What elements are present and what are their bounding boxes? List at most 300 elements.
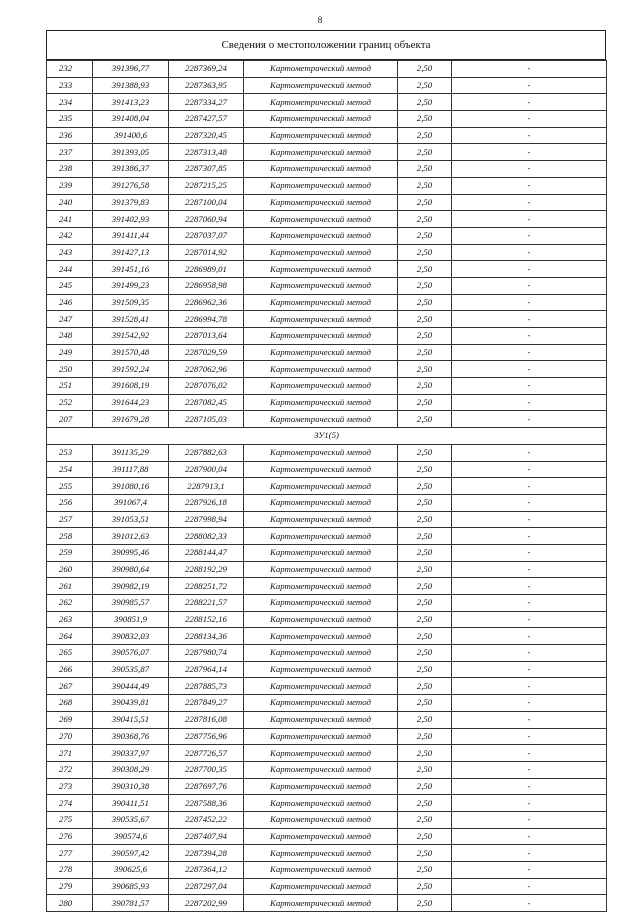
point-number-cell: 246 xyxy=(47,294,93,311)
accuracy-cell: 2,50 xyxy=(398,544,452,561)
point-number-cell: 270 xyxy=(47,728,93,745)
point-number-cell: 207 xyxy=(47,411,93,428)
point-number-cell: 252 xyxy=(47,394,93,411)
y-coordinate-cell: 2286958,98 xyxy=(169,277,244,294)
table-row xyxy=(47,511,607,528)
table-row xyxy=(47,895,607,912)
accuracy-cell: 2,50 xyxy=(398,94,452,111)
x-coordinate-cell: 391427,13 xyxy=(93,244,169,261)
y-coordinate-cell: 2287700,35 xyxy=(169,761,244,778)
table-row xyxy=(47,745,607,762)
description-cell: - xyxy=(452,795,607,812)
table-row xyxy=(47,361,607,378)
method-cell: Картометрический метод xyxy=(244,227,398,244)
point-number-cell: 262 xyxy=(47,595,93,612)
method-cell: Картометрический метод xyxy=(244,561,398,578)
description-cell: - xyxy=(452,94,607,111)
y-coordinate-cell: 2288152,16 xyxy=(169,611,244,628)
accuracy-cell: 2,50 xyxy=(398,728,452,745)
method-cell: Картометрический метод xyxy=(244,645,398,662)
page-number: 8 xyxy=(317,15,323,25)
description-cell: - xyxy=(452,328,607,345)
accuracy-cell: 2,50 xyxy=(398,394,452,411)
accuracy-cell: 2,50 xyxy=(398,361,452,378)
table-row xyxy=(47,344,607,361)
accuracy-cell: 2,50 xyxy=(398,745,452,762)
point-number-cell: 266 xyxy=(47,661,93,678)
x-coordinate-cell: 390832,03 xyxy=(93,628,169,645)
accuracy-cell: 2,50 xyxy=(398,845,452,862)
boundary-coordinates-table xyxy=(46,60,607,912)
method-cell: Картометрический метод xyxy=(244,745,398,762)
y-coordinate-cell: 2287029,59 xyxy=(169,344,244,361)
method-cell: Картометрический метод xyxy=(244,578,398,595)
x-coordinate-cell: 390308,29 xyxy=(93,761,169,778)
x-coordinate-cell: 390980,64 xyxy=(93,561,169,578)
x-coordinate-cell: 390597,42 xyxy=(93,845,169,862)
table-row xyxy=(47,878,607,895)
point-number-cell: 245 xyxy=(47,277,93,294)
table-row xyxy=(47,578,607,595)
point-number-cell: 237 xyxy=(47,144,93,161)
method-cell: Картометрический метод xyxy=(244,161,398,178)
accuracy-cell: 2,50 xyxy=(398,561,452,578)
method-cell: Картометрический метод xyxy=(244,528,398,545)
method-cell: Картометрический метод xyxy=(244,711,398,728)
point-number-cell: 253 xyxy=(47,444,93,461)
x-coordinate-cell: 391400,6 xyxy=(93,127,169,144)
table-row xyxy=(47,461,607,478)
point-number-cell: 279 xyxy=(47,878,93,895)
description-cell: - xyxy=(452,277,607,294)
y-coordinate-cell: 2288144,47 xyxy=(169,544,244,561)
accuracy-cell: 2,50 xyxy=(398,595,452,612)
description-cell: - xyxy=(452,511,607,528)
table-row xyxy=(47,378,607,395)
x-coordinate-cell: 390781,57 xyxy=(93,895,169,912)
table-row xyxy=(47,77,607,94)
x-coordinate-cell: 391679,28 xyxy=(93,411,169,428)
method-cell: Картометрический метод xyxy=(244,511,398,528)
method-cell: Картометрический метод xyxy=(244,94,398,111)
method-cell: Картометрический метод xyxy=(244,811,398,828)
y-coordinate-cell: 2288221,57 xyxy=(169,595,244,612)
point-number-cell: 277 xyxy=(47,845,93,862)
table-row xyxy=(47,862,607,879)
section-label: ЗУ1(5) xyxy=(47,428,607,445)
x-coordinate-cell: 391388,93 xyxy=(93,77,169,94)
y-coordinate-cell: 2287320,45 xyxy=(169,127,244,144)
point-number-cell: 236 xyxy=(47,127,93,144)
description-cell: - xyxy=(452,678,607,695)
table-row xyxy=(47,227,607,244)
method-cell: Картометрический метод xyxy=(244,544,398,561)
x-coordinate-cell: 390310,38 xyxy=(93,778,169,795)
method-cell: Картометрический метод xyxy=(244,728,398,745)
method-cell: Картометрический метод xyxy=(244,194,398,211)
x-coordinate-cell: 391451,16 xyxy=(93,261,169,278)
point-number-cell: 249 xyxy=(47,344,93,361)
point-number-cell: 269 xyxy=(47,711,93,728)
y-coordinate-cell: 2287060,94 xyxy=(169,211,244,228)
table-row xyxy=(47,645,607,662)
description-cell: - xyxy=(452,711,607,728)
table-row xyxy=(47,261,607,278)
method-cell: Картометрический метод xyxy=(244,144,398,161)
table-row xyxy=(47,211,607,228)
table-row xyxy=(47,845,607,862)
table-row xyxy=(47,127,607,144)
x-coordinate-cell: 391542,92 xyxy=(93,328,169,345)
description-cell: - xyxy=(452,895,607,912)
description-cell: - xyxy=(452,294,607,311)
table-row xyxy=(47,328,607,345)
description-cell: - xyxy=(452,761,607,778)
y-coordinate-cell: 2287100,04 xyxy=(169,194,244,211)
description-cell: - xyxy=(452,828,607,845)
table-row xyxy=(47,244,607,261)
table-row xyxy=(47,277,607,294)
x-coordinate-cell: 390625,6 xyxy=(93,862,169,879)
x-coordinate-cell: 390851,9 xyxy=(93,611,169,628)
x-coordinate-cell: 391570,48 xyxy=(93,344,169,361)
y-coordinate-cell: 2287076,02 xyxy=(169,378,244,395)
table-row xyxy=(47,728,607,745)
method-cell: Картометрический метод xyxy=(244,862,398,879)
point-number-cell: 251 xyxy=(47,378,93,395)
description-cell: - xyxy=(452,194,607,211)
accuracy-cell: 2,50 xyxy=(398,194,452,211)
table-row xyxy=(47,661,607,678)
description-cell: - xyxy=(452,161,607,178)
y-coordinate-cell: 2287697,76 xyxy=(169,778,244,795)
accuracy-cell: 2,50 xyxy=(398,578,452,595)
accuracy-cell: 2,50 xyxy=(398,878,452,895)
method-cell: Картометрический метод xyxy=(244,111,398,128)
method-cell: Картометрический метод xyxy=(244,244,398,261)
description-cell: - xyxy=(452,144,607,161)
table-row xyxy=(47,544,607,561)
method-cell: Картометрический метод xyxy=(244,461,398,478)
y-coordinate-cell: 2287364,12 xyxy=(169,862,244,879)
point-number-cell: 271 xyxy=(47,745,93,762)
table-row xyxy=(47,678,607,695)
y-coordinate-cell: 2288082,33 xyxy=(169,528,244,545)
method-cell: Картометрический метод xyxy=(244,478,398,495)
x-coordinate-cell: 390535,87 xyxy=(93,661,169,678)
accuracy-cell: 2,50 xyxy=(398,227,452,244)
y-coordinate-cell: 2287964,14 xyxy=(169,661,244,678)
y-coordinate-cell: 2287369,24 xyxy=(169,61,244,78)
y-coordinate-cell: 2287307,85 xyxy=(169,161,244,178)
point-number-cell: 272 xyxy=(47,761,93,778)
x-coordinate-cell: 391644,23 xyxy=(93,394,169,411)
x-coordinate-cell: 390444,49 xyxy=(93,678,169,695)
x-coordinate-cell: 391135,29 xyxy=(93,444,169,461)
accuracy-cell: 2,50 xyxy=(398,378,452,395)
x-coordinate-cell: 391528,41 xyxy=(93,311,169,328)
method-cell: Картометрический метод xyxy=(244,127,398,144)
accuracy-cell: 2,50 xyxy=(398,628,452,645)
accuracy-cell: 2,50 xyxy=(398,711,452,728)
y-coordinate-cell: 2287926,18 xyxy=(169,494,244,511)
method-cell: Картометрический метод xyxy=(244,177,398,194)
y-coordinate-cell: 2287297,04 xyxy=(169,878,244,895)
description-cell: - xyxy=(452,244,607,261)
point-number-cell: 264 xyxy=(47,628,93,645)
x-coordinate-cell: 391053,51 xyxy=(93,511,169,528)
x-coordinate-cell: 390995,46 xyxy=(93,544,169,561)
description-cell: - xyxy=(452,344,607,361)
table-row xyxy=(47,194,607,211)
table-row xyxy=(47,294,607,311)
description-cell: - xyxy=(452,461,607,478)
accuracy-cell: 2,50 xyxy=(398,528,452,545)
x-coordinate-cell: 391379,83 xyxy=(93,194,169,211)
x-coordinate-cell: 390337,97 xyxy=(93,745,169,762)
method-cell: Картометрический метод xyxy=(244,261,398,278)
y-coordinate-cell: 2287998,94 xyxy=(169,511,244,528)
point-number-cell: 280 xyxy=(47,895,93,912)
accuracy-cell: 2,50 xyxy=(398,478,452,495)
y-coordinate-cell: 2287980,74 xyxy=(169,645,244,662)
table-row xyxy=(47,94,607,111)
point-number-cell: 250 xyxy=(47,361,93,378)
description-cell: - xyxy=(452,544,607,561)
x-coordinate-cell: 390685,93 xyxy=(93,878,169,895)
y-coordinate-cell: 2287013,64 xyxy=(169,328,244,345)
y-coordinate-cell: 2287014,92 xyxy=(169,244,244,261)
point-number-cell: 248 xyxy=(47,328,93,345)
y-coordinate-cell: 2287900,04 xyxy=(169,461,244,478)
point-number-cell: 260 xyxy=(47,561,93,578)
description-cell: - xyxy=(452,227,607,244)
description-cell: - xyxy=(452,561,607,578)
y-coordinate-cell: 2287105,03 xyxy=(169,411,244,428)
x-coordinate-cell: 390368,76 xyxy=(93,728,169,745)
y-coordinate-cell: 2287756,96 xyxy=(169,728,244,745)
description-cell: - xyxy=(452,311,607,328)
x-coordinate-cell: 391276,58 xyxy=(93,177,169,194)
accuracy-cell: 2,50 xyxy=(398,444,452,461)
accuracy-cell: 2,50 xyxy=(398,645,452,662)
x-coordinate-cell: 391393,05 xyxy=(93,144,169,161)
accuracy-cell: 2,50 xyxy=(398,795,452,812)
description-cell: - xyxy=(452,177,607,194)
method-cell: Картометрический метод xyxy=(244,411,398,428)
method-cell: Картометрический метод xyxy=(244,695,398,712)
accuracy-cell: 2,50 xyxy=(398,695,452,712)
point-number-cell: 240 xyxy=(47,194,93,211)
accuracy-cell: 2,50 xyxy=(398,77,452,94)
x-coordinate-cell: 390411,51 xyxy=(93,795,169,812)
x-coordinate-cell: 391411,44 xyxy=(93,227,169,244)
description-cell: - xyxy=(452,394,607,411)
table-row xyxy=(47,828,607,845)
point-number-cell: 267 xyxy=(47,678,93,695)
table-title xyxy=(46,30,606,60)
y-coordinate-cell: 2287427,57 xyxy=(169,111,244,128)
method-cell: Картометрический метод xyxy=(244,795,398,812)
point-number-cell: 239 xyxy=(47,177,93,194)
y-coordinate-cell: 2287913,1 xyxy=(169,478,244,495)
y-coordinate-cell: 2287313,48 xyxy=(169,144,244,161)
y-coordinate-cell: 2286994,78 xyxy=(169,311,244,328)
point-number-cell: 234 xyxy=(47,94,93,111)
description-cell: - xyxy=(452,361,607,378)
x-coordinate-cell: 391402,93 xyxy=(93,211,169,228)
description-cell: - xyxy=(452,728,607,745)
x-coordinate-cell: 391608,19 xyxy=(93,378,169,395)
x-coordinate-cell: 390535,67 xyxy=(93,811,169,828)
method-cell: Картометрический метод xyxy=(244,761,398,778)
method-cell: Картометрический метод xyxy=(244,661,398,678)
accuracy-cell: 2,50 xyxy=(398,511,452,528)
accuracy-cell: 2,50 xyxy=(398,177,452,194)
accuracy-cell: 2,50 xyxy=(398,611,452,628)
table-row xyxy=(47,611,607,628)
accuracy-cell: 2,50 xyxy=(398,778,452,795)
table-row xyxy=(47,628,607,645)
point-number-cell: 247 xyxy=(47,311,93,328)
method-cell: Картометрический метод xyxy=(244,828,398,845)
y-coordinate-cell: 2287452,22 xyxy=(169,811,244,828)
x-coordinate-cell: 391396,77 xyxy=(93,61,169,78)
description-cell: - xyxy=(452,378,607,395)
point-number-cell: 259 xyxy=(47,544,93,561)
point-number-cell: 244 xyxy=(47,261,93,278)
x-coordinate-cell: 391408,04 xyxy=(93,111,169,128)
y-coordinate-cell: 2287082,45 xyxy=(169,394,244,411)
table-row xyxy=(47,711,607,728)
table-row xyxy=(47,494,607,511)
x-coordinate-cell: 391080,16 xyxy=(93,478,169,495)
accuracy-cell: 2,50 xyxy=(398,328,452,345)
point-number-cell: 268 xyxy=(47,695,93,712)
table-row xyxy=(47,528,607,545)
accuracy-cell: 2,50 xyxy=(398,294,452,311)
method-cell: Картометрический метод xyxy=(244,311,398,328)
method-cell: Картометрический метод xyxy=(244,895,398,912)
accuracy-cell: 2,50 xyxy=(398,895,452,912)
y-coordinate-cell: 2288134,36 xyxy=(169,628,244,645)
x-coordinate-cell: 390439,81 xyxy=(93,695,169,712)
description-cell: - xyxy=(452,611,607,628)
table-row xyxy=(47,595,607,612)
table-title-text: Сведения о местоположении границ объекта xyxy=(221,39,431,51)
x-coordinate-cell: 390415,51 xyxy=(93,711,169,728)
table-row xyxy=(47,811,607,828)
accuracy-cell: 2,50 xyxy=(398,661,452,678)
y-coordinate-cell: 2287363,95 xyxy=(169,77,244,94)
section-row xyxy=(47,428,607,445)
description-cell: - xyxy=(452,778,607,795)
description-cell: - xyxy=(452,61,607,78)
method-cell: Картометрический метод xyxy=(244,444,398,461)
point-number-cell: 261 xyxy=(47,578,93,595)
table-row xyxy=(47,177,607,194)
point-number-cell: 242 xyxy=(47,227,93,244)
point-number-cell: 278 xyxy=(47,862,93,879)
x-coordinate-cell: 390985,57 xyxy=(93,595,169,612)
accuracy-cell: 2,50 xyxy=(398,111,452,128)
y-coordinate-cell: 2288192,29 xyxy=(169,561,244,578)
x-coordinate-cell: 391499,23 xyxy=(93,277,169,294)
method-cell: Картометрический метод xyxy=(244,394,398,411)
point-number-cell: 254 xyxy=(47,461,93,478)
x-coordinate-cell: 391117,88 xyxy=(93,461,169,478)
point-number-cell: 257 xyxy=(47,511,93,528)
y-coordinate-cell: 2288251,72 xyxy=(169,578,244,595)
point-number-cell: 263 xyxy=(47,611,93,628)
y-coordinate-cell: 2287062,96 xyxy=(169,361,244,378)
table-row xyxy=(47,695,607,712)
point-number-cell: 265 xyxy=(47,645,93,662)
y-coordinate-cell: 2287202,99 xyxy=(169,895,244,912)
point-number-cell: 276 xyxy=(47,828,93,845)
y-coordinate-cell: 2287885,73 xyxy=(169,678,244,695)
description-cell: - xyxy=(452,862,607,879)
x-coordinate-cell: 390574,6 xyxy=(93,828,169,845)
description-cell: - xyxy=(452,528,607,545)
description-cell: - xyxy=(452,411,607,428)
accuracy-cell: 2,50 xyxy=(398,211,452,228)
x-coordinate-cell: 391012,63 xyxy=(93,528,169,545)
accuracy-cell: 2,50 xyxy=(398,344,452,361)
method-cell: Картометрический метод xyxy=(244,611,398,628)
accuracy-cell: 2,50 xyxy=(398,811,452,828)
y-coordinate-cell: 2287849,27 xyxy=(169,695,244,712)
x-coordinate-cell: 391509,35 xyxy=(93,294,169,311)
point-number-cell: 241 xyxy=(47,211,93,228)
description-cell: - xyxy=(452,578,607,595)
method-cell: Картометрический метод xyxy=(244,878,398,895)
description-cell: - xyxy=(452,745,607,762)
accuracy-cell: 2,50 xyxy=(398,161,452,178)
description-cell: - xyxy=(452,211,607,228)
table-row xyxy=(47,411,607,428)
y-coordinate-cell: 2287588,36 xyxy=(169,795,244,812)
table-row xyxy=(47,61,607,78)
method-cell: Картометрический метод xyxy=(244,595,398,612)
method-cell: Картометрический метод xyxy=(244,61,398,78)
description-cell: - xyxy=(452,595,607,612)
table-row xyxy=(47,111,607,128)
method-cell: Картометрический метод xyxy=(244,361,398,378)
method-cell: Картометрический метод xyxy=(244,628,398,645)
accuracy-cell: 2,50 xyxy=(398,244,452,261)
y-coordinate-cell: 2287334,27 xyxy=(169,94,244,111)
table-row xyxy=(47,778,607,795)
accuracy-cell: 2,50 xyxy=(398,461,452,478)
method-cell: Картометрический метод xyxy=(244,328,398,345)
method-cell: Картометрический метод xyxy=(244,494,398,511)
accuracy-cell: 2,50 xyxy=(398,261,452,278)
table-row xyxy=(47,144,607,161)
accuracy-cell: 2,50 xyxy=(398,761,452,778)
point-number-cell: 243 xyxy=(47,244,93,261)
description-cell: - xyxy=(452,444,607,461)
table-row xyxy=(47,444,607,461)
table-row xyxy=(47,761,607,778)
point-number-cell: 275 xyxy=(47,811,93,828)
description-cell: - xyxy=(452,878,607,895)
description-cell: - xyxy=(452,261,607,278)
description-cell: - xyxy=(452,111,607,128)
method-cell: Картометрический метод xyxy=(244,77,398,94)
point-number-cell: 238 xyxy=(47,161,93,178)
description-cell: - xyxy=(452,77,607,94)
